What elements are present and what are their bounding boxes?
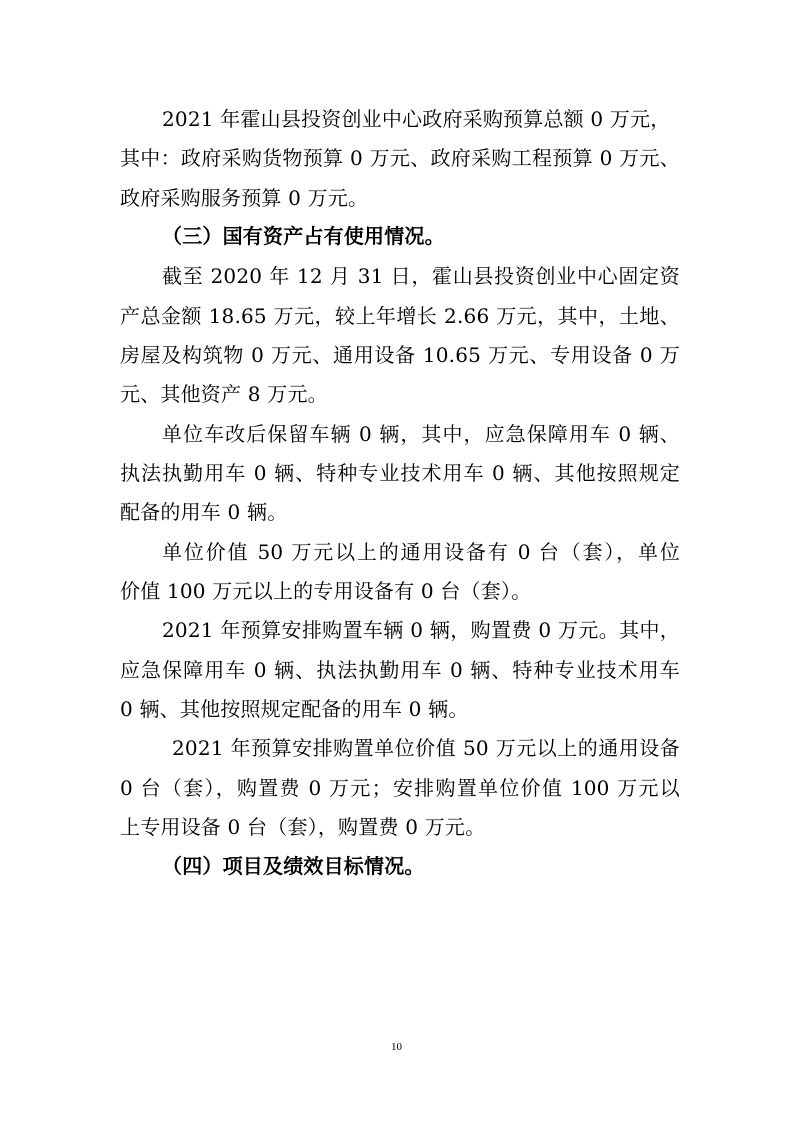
paragraph-assets-line-4: 元、其他资产 8 万元。: [120, 382, 328, 406]
paragraph-vehicle-budget-line-3: 0 辆、其他按照规定配备的用车 0 辆。: [120, 697, 469, 721]
section-heading-projects: （四）项目及绩效目标情况。: [162, 854, 425, 878]
paragraph-vehicles-line-1: 单位车改后保留车辆 0 辆，其中，应急保障用车 0 辆、: [162, 422, 680, 446]
paragraph-vehicles-line-2: 执法执勤用车 0 辆、特种专业技术用车 0 辆、其他按照规定: [120, 461, 680, 485]
paragraph-assets-line-3: 房屋及构筑物 0 万元、通用设备 10.65 万元、专用设备 0 万: [120, 343, 680, 367]
paragraph-equipment-budget-line-1: 2021 年预算安排购置单位价值 50 万元以上的通用设备: [172, 736, 680, 760]
paragraph-equipment-budget-line-3: 上专用设备 0 台（套），购置费 0 万元。: [120, 815, 486, 839]
paragraph-procurement-line-1: 2021 年霍山县投资创业中心政府采购预算总额 0 万元，: [162, 107, 671, 131]
paragraph-vehicles-line-3: 配备的用车 0 辆。: [120, 500, 288, 524]
paragraph-equipment-budget-line-2: 0 台（套），购置费 0 万元；安排购置单位价值 100 万元以: [120, 776, 680, 800]
paragraph-equipment-line-1: 单位价值 50 万元以上的通用设备有 0 台（套），单位: [162, 540, 680, 564]
paragraph-vehicle-budget-line-2: 应急保障用车 0 辆、执法执勤用车 0 辆、特种专业技术用车: [120, 658, 680, 682]
section-heading-assets: （三）国有资产占有使用情况。: [162, 224, 445, 248]
paragraph-assets-line-2: 产总金额 18.65 万元，较上年增长 2.66 万元，其中，土地、: [120, 304, 680, 328]
paragraph-vehicle-budget-line-1: 2021 年预算安排购置车辆 0 辆，购置费 0 万元。其中，: [162, 618, 680, 642]
page-number: 10: [391, 1041, 402, 1053]
paragraph-assets-line-1: 截至 2020 年 12 月 31 日，霍山县投资创业中心固定资: [162, 264, 680, 288]
paragraph-procurement-line-3: 政府采购服务预算 0 万元。: [120, 186, 369, 210]
paragraph-procurement-line-2: 其中：政府采购货物预算 0 万元、政府采购工程预算 0 万元、: [120, 146, 680, 170]
paragraph-equipment-line-2: 价值 100 万元以上的专用设备有 0 台（套）。: [120, 579, 532, 603]
